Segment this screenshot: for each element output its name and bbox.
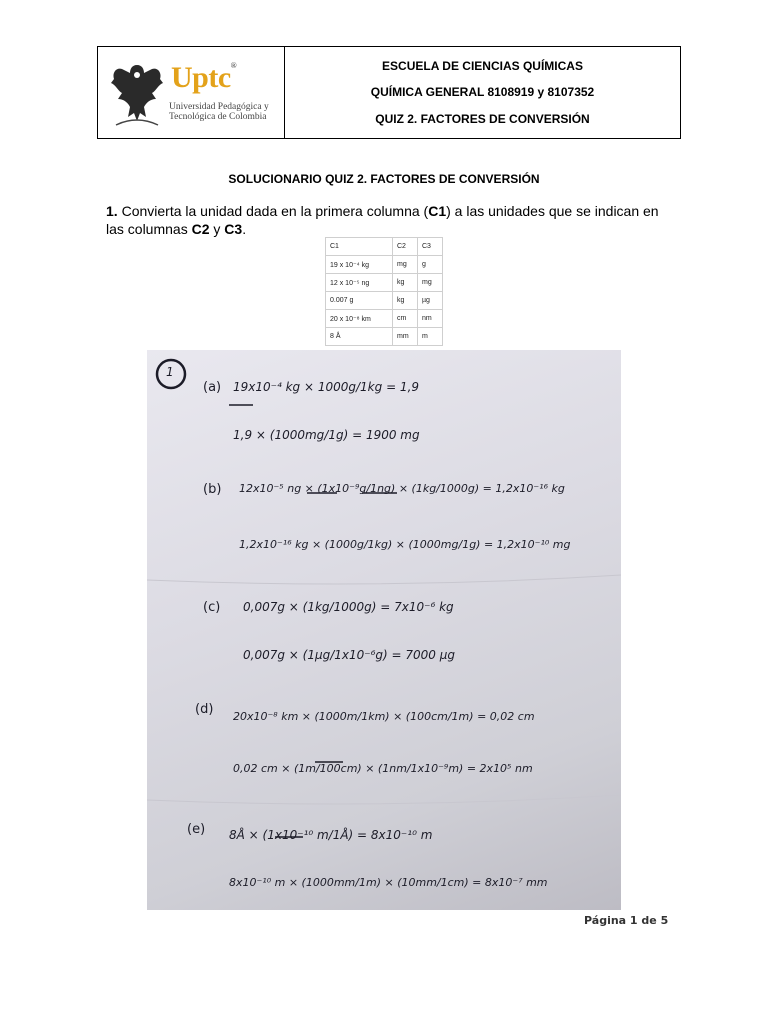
handwritten-solution-photo: [147, 350, 621, 910]
handwritten-label-e: (e): [187, 822, 206, 837]
handwritten-line-b2: 1,2x10⁻¹⁶ kg × (1000g/1kg) × (1000mg/1g) = 1,2x10⁻¹⁰ mg: [239, 538, 571, 551]
table-row: [326, 274, 443, 292]
table-row: [326, 256, 443, 274]
quiz-name: QUIZ 2. FACTORES DE CONVERSIÓN: [375, 111, 590, 126]
handwritten-line-e1: 8Å × (1x10⁻¹⁰ m/1Å) = 8x10⁻¹⁰ m: [229, 828, 433, 842]
handwritten-line-a2: 1,9 × (1000mg/1g) = 1900 mg: [233, 428, 420, 442]
table-cell: kg: [393, 274, 418, 292]
eagle-emblem-icon: [108, 55, 166, 131]
table-cell: 20 x 10⁻⁸ km: [326, 310, 393, 328]
table-cell: mg: [393, 256, 418, 274]
handwritten-line-d2: 0,02 cm × (1m/100cm) × (1nm/1x10⁻⁹m) = 2x10⁵ nm: [233, 762, 533, 775]
table-cell: mg: [418, 274, 443, 292]
header-c3: C3: [418, 238, 443, 256]
table-cell: g: [418, 256, 443, 274]
document-header: [97, 46, 681, 139]
table-row: [326, 292, 443, 310]
handwritten-label-a: (a): [203, 380, 222, 395]
units-table: [325, 237, 443, 346]
handwritten-line-b1: 12x10⁻⁵ ng × (1x10⁻⁹g/1ng) × (1kg/1000g) = 1,2x10⁻¹⁶ kg: [239, 482, 565, 495]
table-cell: 12 x 10⁻⁵ ng: [326, 274, 393, 292]
university-name-line1: Universidad Pedagógica y: [169, 102, 269, 112]
table-cell: 8 Å: [326, 328, 393, 346]
school-name: ESCUELA DE CIENCIAS QUÍMICAS: [382, 59, 583, 74]
handwritten-line-a1: 19x10⁻⁴ kg × 1000g/1kg = 1,9: [233, 380, 420, 394]
course-info-cell: [285, 47, 680, 138]
logo-cell: [98, 47, 285, 138]
table-cell: nm: [418, 310, 443, 328]
handwritten-problem-number: 1: [166, 365, 174, 379]
table-cell: 19 x 10⁻⁴ kg: [326, 256, 393, 274]
table-cell: m: [418, 328, 443, 346]
page-number: Página 1 de 5: [584, 914, 669, 927]
table-cell: 0.007 g: [326, 292, 393, 310]
table-cell: mm: [393, 328, 418, 346]
table-row: [326, 328, 443, 346]
handwritten-label-b: (b): [203, 482, 222, 497]
handwritten-label-c: (c): [203, 600, 221, 615]
table-cell: µg: [418, 292, 443, 310]
page-title: SOLUCIONARIO QUIZ 2. FACTORES DE CONVERSIÓN: [228, 172, 540, 186]
handwritten-line-d1: 20x10⁻⁸ km × (1000m/1km) × (100cm/1m) = 0,02 cm: [233, 710, 535, 723]
course-name: QUÍMICA GENERAL 8108919 y 8107352: [370, 85, 595, 100]
question-1: 1. Convierta la unidad dada en la primera columna (C1) a las unidades que se indican en las columnas C2 y C3.: [106, 203, 659, 237]
university-name-line2: Tecnológica de Colombia: [169, 112, 267, 122]
header-c2: C2: [393, 238, 418, 256]
table-cell: kg: [393, 292, 418, 310]
handwritten-line-c2: 0,007g × (1µg/1x10⁻⁶g) = 7000 µg: [243, 648, 456, 662]
table-header-row: [326, 238, 443, 256]
logo-wordmark: Uptc®: [171, 61, 237, 94]
handwritten-line-c1: 0,007g × (1kg/1000g) = 7x10⁻⁶ kg: [243, 600, 454, 614]
header-c1: C1: [326, 238, 393, 256]
table-cell: cm: [393, 310, 418, 328]
table-row: [326, 310, 443, 328]
handwritten-label-d: (d): [195, 702, 214, 717]
handwritten-line-e2: 8x10⁻¹⁰ m × (1000mm/1m) × (10mm/1cm) = 8x10⁻⁷ mm: [229, 876, 548, 889]
